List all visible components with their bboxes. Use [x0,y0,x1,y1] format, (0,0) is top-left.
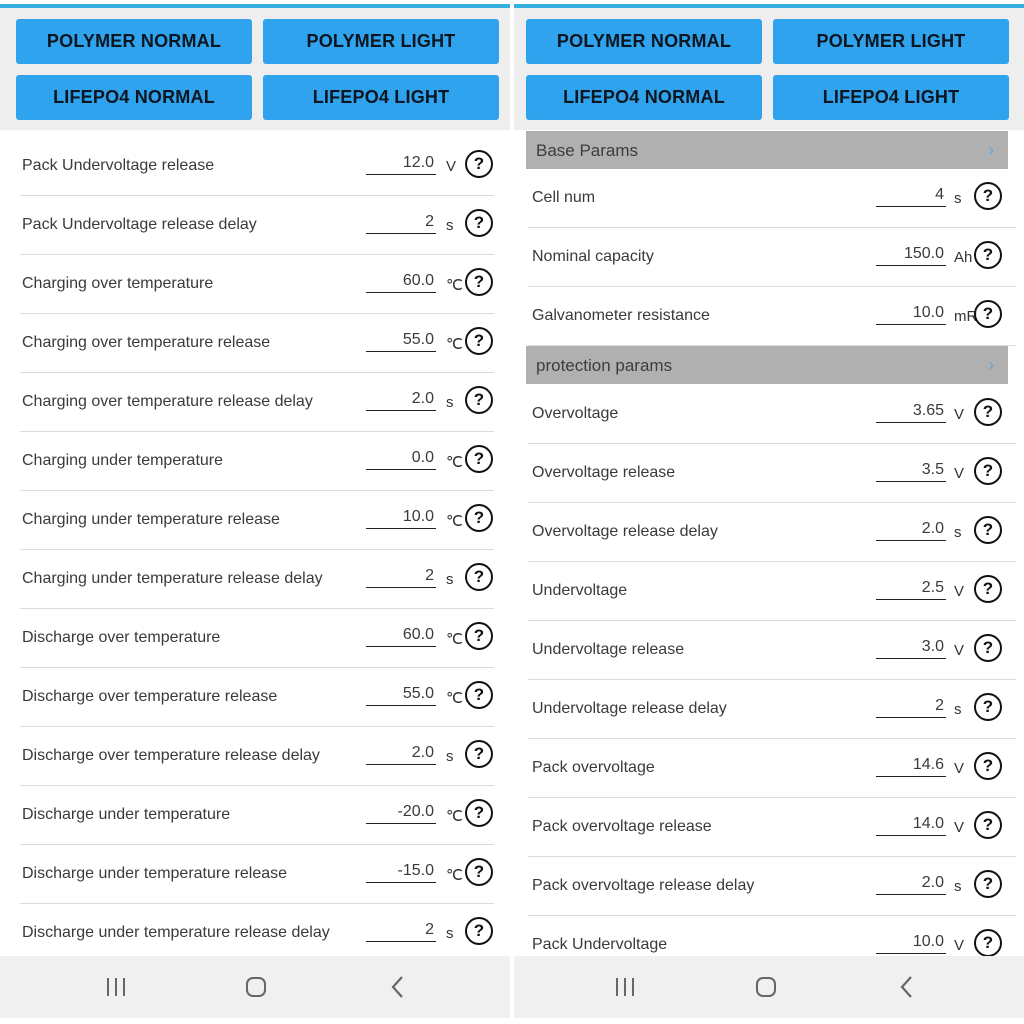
parameter-row [0,550,510,609]
parameter-value-input[interactable] [876,753,946,777]
help-icon[interactable]: ? [974,752,1002,780]
parameter-value-input[interactable] [876,301,946,325]
help-icon[interactable]: ? [465,917,493,945]
parameter-label: Pack overvoltage [532,759,655,776]
parameter-row [0,786,510,845]
parameter-label: Discharge over temperature release [22,688,278,705]
parameter-value-input[interactable] [366,328,436,352]
unit-label: s [446,571,454,588]
parameter-label: Charging over temperature [22,275,214,292]
help-icon[interactable]: ? [974,241,1002,269]
parameter-value-input[interactable] [876,871,946,895]
help-icon[interactable]: ? [974,929,1002,957]
parameter-row [0,255,510,314]
help-icon[interactable]: ? [465,386,493,414]
unit-label: V [954,465,965,482]
home-icon[interactable] [751,972,781,1002]
parameter-value-input[interactable] [876,399,946,423]
parameter-row [0,904,510,963]
unit-label: V [954,583,965,600]
parameter-label: Undervoltage [532,582,628,599]
help-icon[interactable]: ? [465,563,493,591]
parameter-label: Pack overvoltage release [532,818,712,835]
parameter-row [0,727,510,786]
parameter-row [0,432,510,491]
parameter-label: Undervoltage release delay [532,700,727,717]
parameter-row [0,314,510,373]
parameter-value-input[interactable] [366,564,436,588]
parameter-row [514,228,1024,287]
parameter-value-input[interactable] [876,183,946,207]
parameter-value-input[interactable] [876,812,946,836]
help-icon[interactable]: ? [465,504,493,532]
help-icon[interactable]: ? [465,445,493,473]
parameter-value-input[interactable] [366,446,436,470]
lifepo4-normal-button[interactable]: LIFEPO4 NORMAL [16,75,252,120]
parameter-row [514,385,1024,444]
polymer-light-button[interactable]: POLYMER LIGHT [773,19,1009,64]
unit-label: s [954,701,962,718]
lifepo4-light-button[interactable]: LIFEPO4 LIGHT [773,75,1009,120]
parameter-value-input[interactable] [366,151,436,175]
unit-label: ℃ [446,336,463,353]
unit-label: ℃ [446,454,463,471]
help-icon[interactable]: ? [465,268,493,296]
help-icon[interactable]: ? [974,398,1002,426]
parameter-label: Charging over temperature release delay [22,393,313,410]
parameter-row [514,503,1024,562]
unit-label: V [954,937,965,954]
parameter-row [514,857,1024,916]
unit-label: V [954,642,965,659]
parameter-label: Discharge under temperature release [22,865,288,882]
unit-label: ℃ [446,513,463,530]
parameter-label: Pack Undervoltage [532,936,668,953]
protection-params-list [514,385,1024,975]
parameter-row [0,609,510,668]
parameter-label: Pack Undervoltage release [22,157,215,174]
parameter-label: Charging under temperature release [22,511,280,528]
help-icon[interactable]: ? [974,516,1002,544]
parameter-value-input[interactable] [876,517,946,541]
home-icon[interactable] [241,972,271,1002]
parameter-label: Overvoltage release delay [532,523,718,540]
parameter-row [0,137,510,196]
unit-label: s [954,190,962,207]
unit-label: Ah [954,249,973,266]
parameter-value-input[interactable] [366,623,436,647]
help-icon[interactable]: ? [974,300,1002,328]
help-icon[interactable]: ? [465,799,493,827]
help-icon[interactable]: ? [974,457,1002,485]
parameter-label: Overvoltage [532,405,619,422]
parameter-row [0,668,510,727]
parameter-label: Nominal capacity [532,248,654,265]
help-icon[interactable]: ? [974,575,1002,603]
help-icon[interactable]: ? [465,858,493,886]
parameter-label: Galvanometer resistance [532,307,710,324]
parameter-label: Discharge under temperature release delay [22,924,330,941]
unit-label: V [446,158,457,175]
polymer-normal-button[interactable]: POLYMER NORMAL [526,19,762,64]
parameter-value-input[interactable] [366,505,436,529]
parameter-value-input[interactable] [366,387,436,411]
chevron-right-icon: › [988,140,994,159]
parameter-value-input[interactable] [876,930,946,954]
unit-label: mR [954,308,978,325]
unit-label: s [446,394,454,411]
help-icon[interactable]: ? [465,622,493,650]
unit-label: ℃ [446,808,463,825]
help-icon[interactable]: ? [974,182,1002,210]
help-icon[interactable]: ? [974,870,1002,898]
parameter-value-input[interactable] [876,458,946,482]
parameter-label: Discharge over temperature [22,629,221,646]
parameter-label: Charging under temperature [22,452,224,469]
unit-label: s [954,524,962,541]
parameter-label: Overvoltage release [532,464,676,481]
help-icon[interactable]: ? [465,327,493,355]
help-icon[interactable]: ? [465,681,493,709]
android-nav-bar [0,956,510,1018]
base-params-header[interactable] [526,131,1008,169]
unit-label: ℃ [446,277,463,294]
parameter-value-input[interactable] [366,210,436,234]
parameter-label: Charging over temperature release [22,334,271,351]
parameter-row [0,845,510,904]
preset-button-bar [0,8,510,130]
parameter-row [0,491,510,550]
unit-label: V [954,819,965,836]
polymer-normal-button[interactable]: POLYMER NORMAL [16,19,252,64]
lifepo4-light-button[interactable]: LIFEPO4 LIGHT [263,75,499,120]
unit-label: ℃ [446,867,463,884]
back-icon[interactable] [892,972,922,1002]
parameter-label: Discharge over temperature release delay [22,747,320,764]
unit-label: ℃ [446,631,463,648]
parameter-value-input[interactable] [876,576,946,600]
parameter-label: Undervoltage release [532,641,685,658]
parameter-value-input[interactable] [366,859,436,883]
parameter-row [514,798,1024,857]
protection-params-header[interactable] [526,346,1008,384]
parameter-row [514,562,1024,621]
parameter-row [514,621,1024,680]
parameter-label: Pack Undervoltage release delay [22,216,257,233]
parameter-value-input[interactable] [366,800,436,824]
parameter-list [0,137,510,963]
polymer-light-button[interactable]: POLYMER LIGHT [263,19,499,64]
help-icon[interactable]: ? [465,150,493,178]
back-icon[interactable] [383,972,413,1002]
unit-label: s [446,217,454,234]
parameter-value-input[interactable] [876,242,946,266]
parameter-label: Cell num [532,189,596,206]
parameter-label: Pack overvoltage release delay [532,877,755,894]
help-icon[interactable]: ? [465,740,493,768]
parameter-row [514,739,1024,798]
lifepo4-normal-button[interactable]: LIFEPO4 NORMAL [526,75,762,120]
parameter-row [514,169,1024,228]
android-nav-bar [514,956,1024,1018]
section-title: protection params [536,356,673,375]
parameter-row [0,196,510,255]
chevron-right-icon: › [988,355,994,374]
recent-apps-icon[interactable] [101,972,131,1002]
section-title: Base Params [536,141,639,160]
left-screen [0,0,510,1024]
parameter-value-input[interactable] [366,918,436,942]
parameter-value-input[interactable] [366,269,436,293]
unit-label: V [954,406,965,423]
parameter-value-input[interactable] [876,694,946,718]
unit-label: ℃ [446,690,463,707]
unit-label: s [954,878,962,895]
parameter-row [514,444,1024,503]
unit-label: V [954,760,965,777]
parameter-value-input[interactable] [876,635,946,659]
preset-button-bar [514,8,1024,130]
help-icon[interactable]: ? [974,811,1002,839]
help-icon[interactable]: ? [465,209,493,237]
recent-apps-icon[interactable] [610,972,640,1002]
parameter-row [514,287,1024,346]
parameter-value-input[interactable] [366,741,436,765]
base-params-list [514,169,1024,346]
help-icon[interactable]: ? [974,693,1002,721]
unit-label: s [446,748,454,765]
parameter-value-input[interactable] [366,682,436,706]
right-screen [514,0,1024,1024]
help-icon[interactable]: ? [974,634,1002,662]
parameter-label: Charging under temperature release delay [22,570,323,587]
unit-label: s [446,925,454,942]
parameter-label: Discharge under temperature [22,806,231,823]
parameter-row [0,373,510,432]
parameter-row [514,680,1024,739]
